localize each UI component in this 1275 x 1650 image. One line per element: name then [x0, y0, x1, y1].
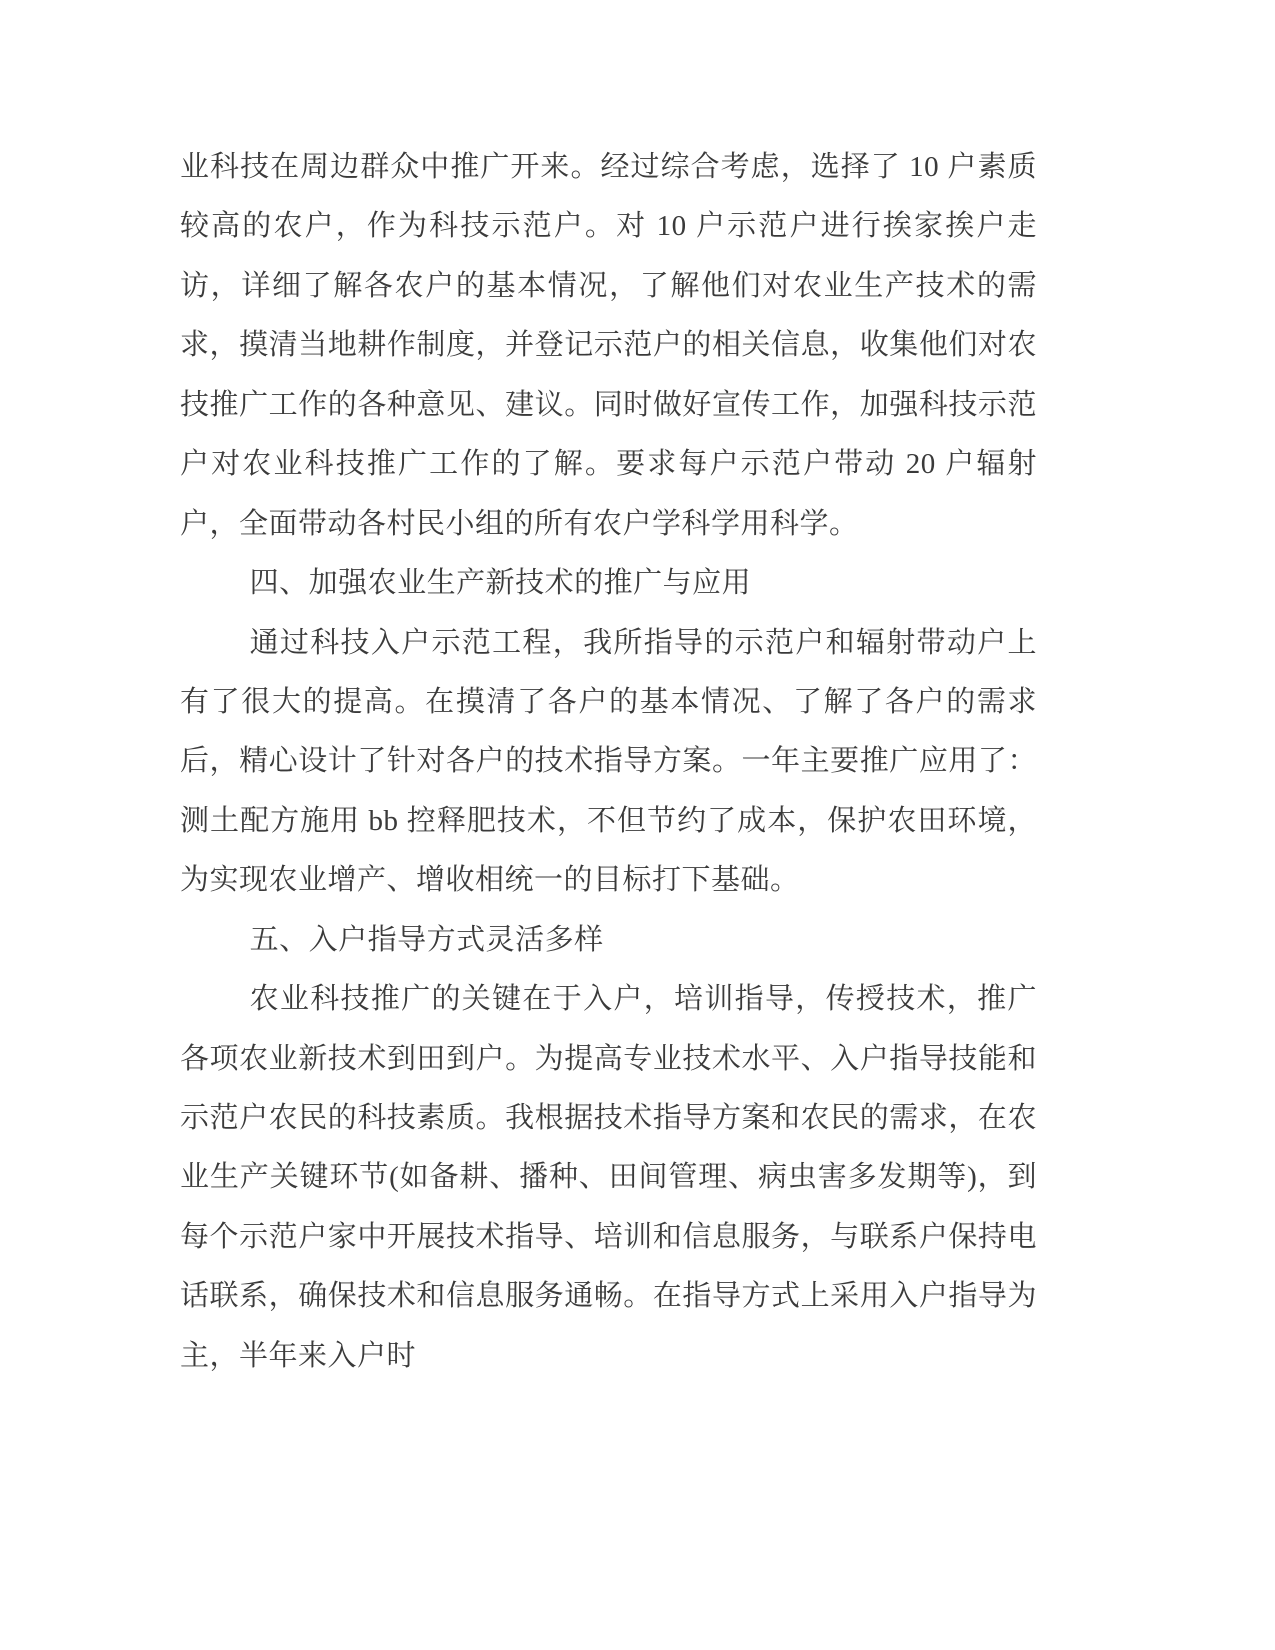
- paragraph-section-five-body: 农业科技推广的关键在于入户，培训指导，传授技术，推广各项农业新技术到田到户。为提高专业技术水平、入户指导技能和示范户农民的科技素质。我根据技术指导方案和农民的需求，在农业生产关键环节(如备耕、播种、田间管理、病虫害多发期等)，到每个示范户家中开展技术指导、培训和信息服务，与联系户保持电话联系，确保技术和信息服务通畅。在指导方式上采用入户指导为主，半年来入户时: [180, 983, 1037, 1372]
- section-heading-four: 四、加强农业生产新技术的推广与应用: [249, 567, 752, 600]
- document-body: [180, 138, 1037, 1386]
- section-heading-five: 五、入户指导方式灵活多样: [249, 923, 604, 956]
- paragraph-section-four-body: 通过科技入户示范工程，我所指导的示范户和辐射带动户上有了很大的提高。在摸清了各户的基本情况、了解了各户的需求后，精心设计了针对各户的技术指导方案。一年主要推广应用了：测土配方施用 bb 控释肥技术，不但节约了成本，保护农田环境，为实现农业增产、增收相统一的目标打下基础。: [180, 626, 1037, 897]
- paragraph-continuation: 业科技在周边群众中推广开来。经过综合考虑，选择了 10 户素质较高的农户，作为科技示范户。对 10 户示范户进行挨家挨户走访，详细了解各农户的基本情况，了解他们对农业生产技术的需求，摸清当地耕作制度，并登记示范户的相关信息，收集他们对农技推广工作的各种意见、建议。同时做好宣传工作，加强科技示范户对农业科技推广工作的了解。要求每户示范户带动 20 户辐射户，全面带动各村民小组的所有农户学科学用科学。: [180, 151, 1037, 540]
